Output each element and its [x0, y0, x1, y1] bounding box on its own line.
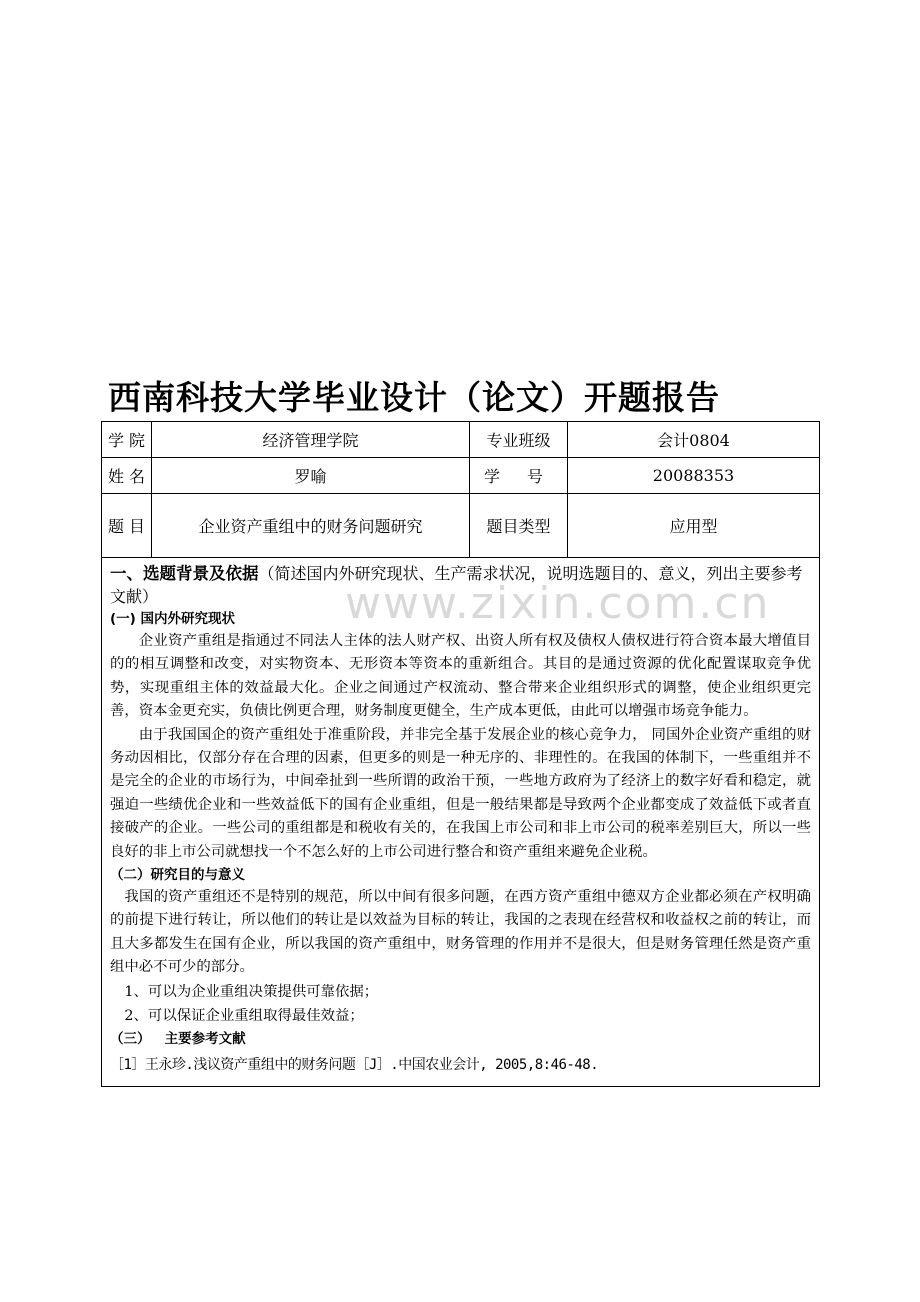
college-row	[102, 422, 820, 458]
name-value: 罗喻	[152, 458, 470, 494]
college-label: 学 院	[102, 422, 152, 458]
page-title: 西南科技大学毕业设计（论文）开题报告	[108, 378, 720, 417]
name-label: 姓 名	[102, 458, 152, 494]
background-section	[102, 558, 820, 1087]
subheading-references: （三） 主要参考文献	[110, 1030, 246, 1047]
paragraph-1: 企业资产重组是指通过不同法人主体的法人财产权、出资人所有权及债权人债权进行符合资本最大增值目的的相互调整和改变，对实物资本、无形资本等资本的重新组合。其目的是通过资源的优化配置谋取竞争优势，实现重组主体的效益最大化。企业之间通过产权流动、整合带来企业组织形式的调整，使企业组织更完善，资本金更充实，负债比例更合理，财务制度更健全，生产成本更低，由此可以增强市场竞争能力。	[110, 633, 812, 720]
paragraph-3: 我国的资产重组还不是特别的规范，所以中间有很多问题，在西方资产重组中德双方企业都必须在产权明确的前提下进行转让，所以他们的转让是以效益为目标的转让，我国的之表现在经营权和收益权之前的转让，而且大多都发生在国有企业，所以我国的资产重组中，财务管理的作用并不是很大，但是财务管理任然是资产重组中必不可少的部分。	[110, 889, 812, 976]
list-item-2: 2、可以保证企业重组取得最佳效益；	[124, 1007, 364, 1024]
student-id-value: 20088353	[568, 458, 820, 494]
watermark: www.zixin.com.cn	[345, 578, 771, 629]
student-id-label-part2: 号	[526, 467, 543, 486]
section-heading-bold: 一、选题背景及依据	[110, 564, 259, 583]
subheading-research-status: (一) 国内外研究现状	[110, 611, 236, 627]
college-value: 经济管理学院	[152, 422, 470, 458]
topic-row	[102, 494, 820, 558]
class-value: 会计0804	[568, 422, 820, 458]
topic-value: 企业资产重组中的财务问题研究	[152, 494, 470, 558]
student-id-label-part1: 学	[484, 467, 501, 486]
student-id-label	[470, 458, 568, 494]
section-heading-note: （简述国内外研究现状、生产需求状况，说明选题目的、意义，列出主要参考文献）	[110, 564, 803, 606]
name-row	[102, 458, 820, 494]
topic-type-label: 题目类型	[470, 494, 568, 558]
section-heading	[110, 562, 811, 608]
reference-1: ［1］王永珍.浅议资产重组中的财务问题［J］.中国农业会计, 2005,8:46-48.	[110, 1056, 599, 1073]
list-item-1: 1、可以为企业重组决策提供可靠依据；	[124, 983, 379, 1000]
paragraph-2: 由于我国国企的资产重组处于准重阶段，并非完全基于发展企业的核心竞争力， 同国外企业资产重组的财务动因相比，仅部分存在合理的因素，但更多的则是一种无序的、非理性的。在我国的体制下，一些重组并不是完全的企业的市场行为，中间牵扯到一些所谓的政治干预，一些地方政府为了经济上的数字好看和稳定，就强迫一些绩优企业和一些效益低下的国有企业重组，但是一般结果都是导致两个企业都变成了效益低下或者直接破产的企业。一些公司的重组都是和税收有关的，在我国上市公司和非上市公司的税率差别巨大，所以一些良好的非上市公司就想找一个不怎么好的上市公司进行整合和资产重组来避免企业税。	[110, 726, 812, 860]
subheading-purpose: （二）研究目的与意义	[110, 867, 245, 884]
topic-type-value: 应用型	[568, 494, 820, 558]
proposal-form-table	[101, 421, 820, 1087]
background-row	[102, 558, 820, 1087]
topic-label: 题 目	[102, 494, 152, 558]
class-label: 专业班级	[470, 422, 568, 458]
